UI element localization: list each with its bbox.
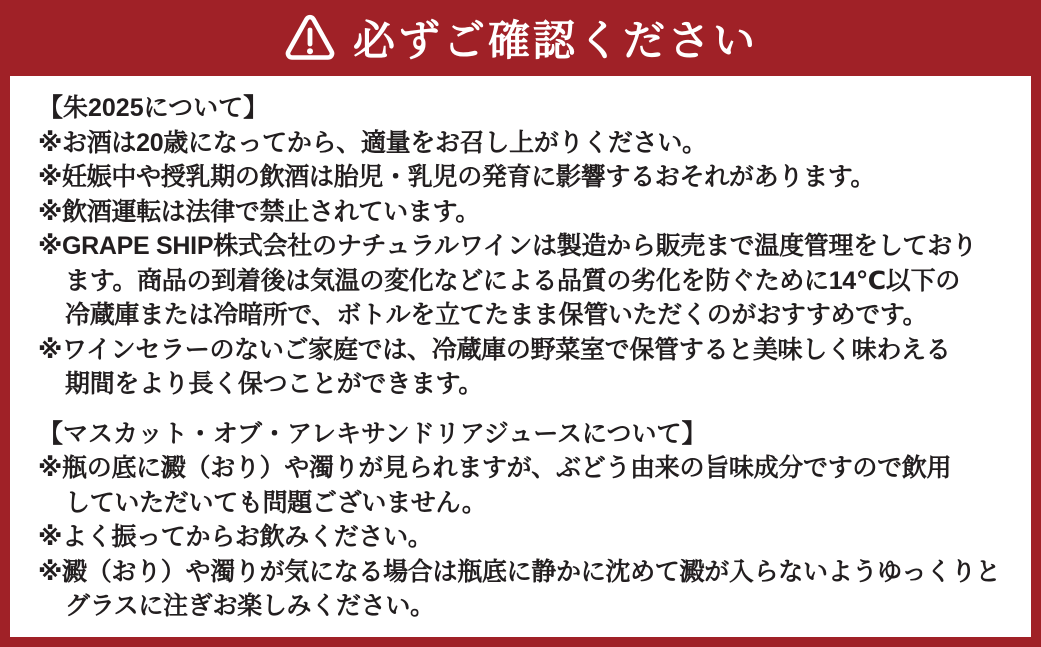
notice-panel xyxy=(10,76,1031,637)
notice-line: ※お酒は20歳になってから、適量をお召し上がりください。 xyxy=(38,128,707,157)
notice-line: ※妊娠中や授乳期の飲酒は胎児・乳児の発育に影響するおそれがあります。 xyxy=(38,163,876,191)
section-shu-2025 xyxy=(38,91,1011,402)
section-heading: 【マスカット・オブ・アレキサンドリアジュースについて】 xyxy=(38,419,707,448)
notice-line: ※ワインセラーのないご家庭では、冷蔵庫の野菜室で保管すると美味しく味わえる xyxy=(38,335,951,364)
notice-line-continued: ます。商品の到着後は気温の変化などによる品質の劣化を防ぐために14℃以下の xyxy=(65,266,960,295)
notice-line-continued: 冷蔵庫または冷暗所で、ボトルを立てたまま保管いただくのがおすすめです。 xyxy=(65,301,928,329)
notice-line: ※澱（おり）や濁りが気になる場合は瓶底に静かに沈めて澱が入らないようゆっくりと xyxy=(38,557,1001,586)
notice-line: ※飲酒運転は法律で禁止されています。 xyxy=(38,197,480,226)
warning-triangle-icon xyxy=(283,13,337,63)
notice-line: ※GRAPE SHIP株式会社のナチュラルワインは製造から販売まで温度管理をしており xyxy=(38,232,977,260)
notice-line-continued: グラスに注ぎお楽しみください。 xyxy=(65,592,435,620)
notice-title: 必ずご確認ください xyxy=(352,17,758,64)
notice-line: ※よく振ってからお飲みください。 xyxy=(38,523,433,551)
notice-header xyxy=(0,0,1041,76)
section-muscat-juice xyxy=(38,417,1011,624)
section-heading: 【朱2025について】 xyxy=(38,94,269,122)
notice-line-continued: 期間をより長く保つことができます。 xyxy=(65,370,483,398)
notice-line-continued: していただいても問題ございません。 xyxy=(65,488,487,517)
notice-line: ※瓶の底に澱（おり）や濁りが見られますが、ぶどう由来の旨味成分ですので飲用 xyxy=(38,454,952,482)
